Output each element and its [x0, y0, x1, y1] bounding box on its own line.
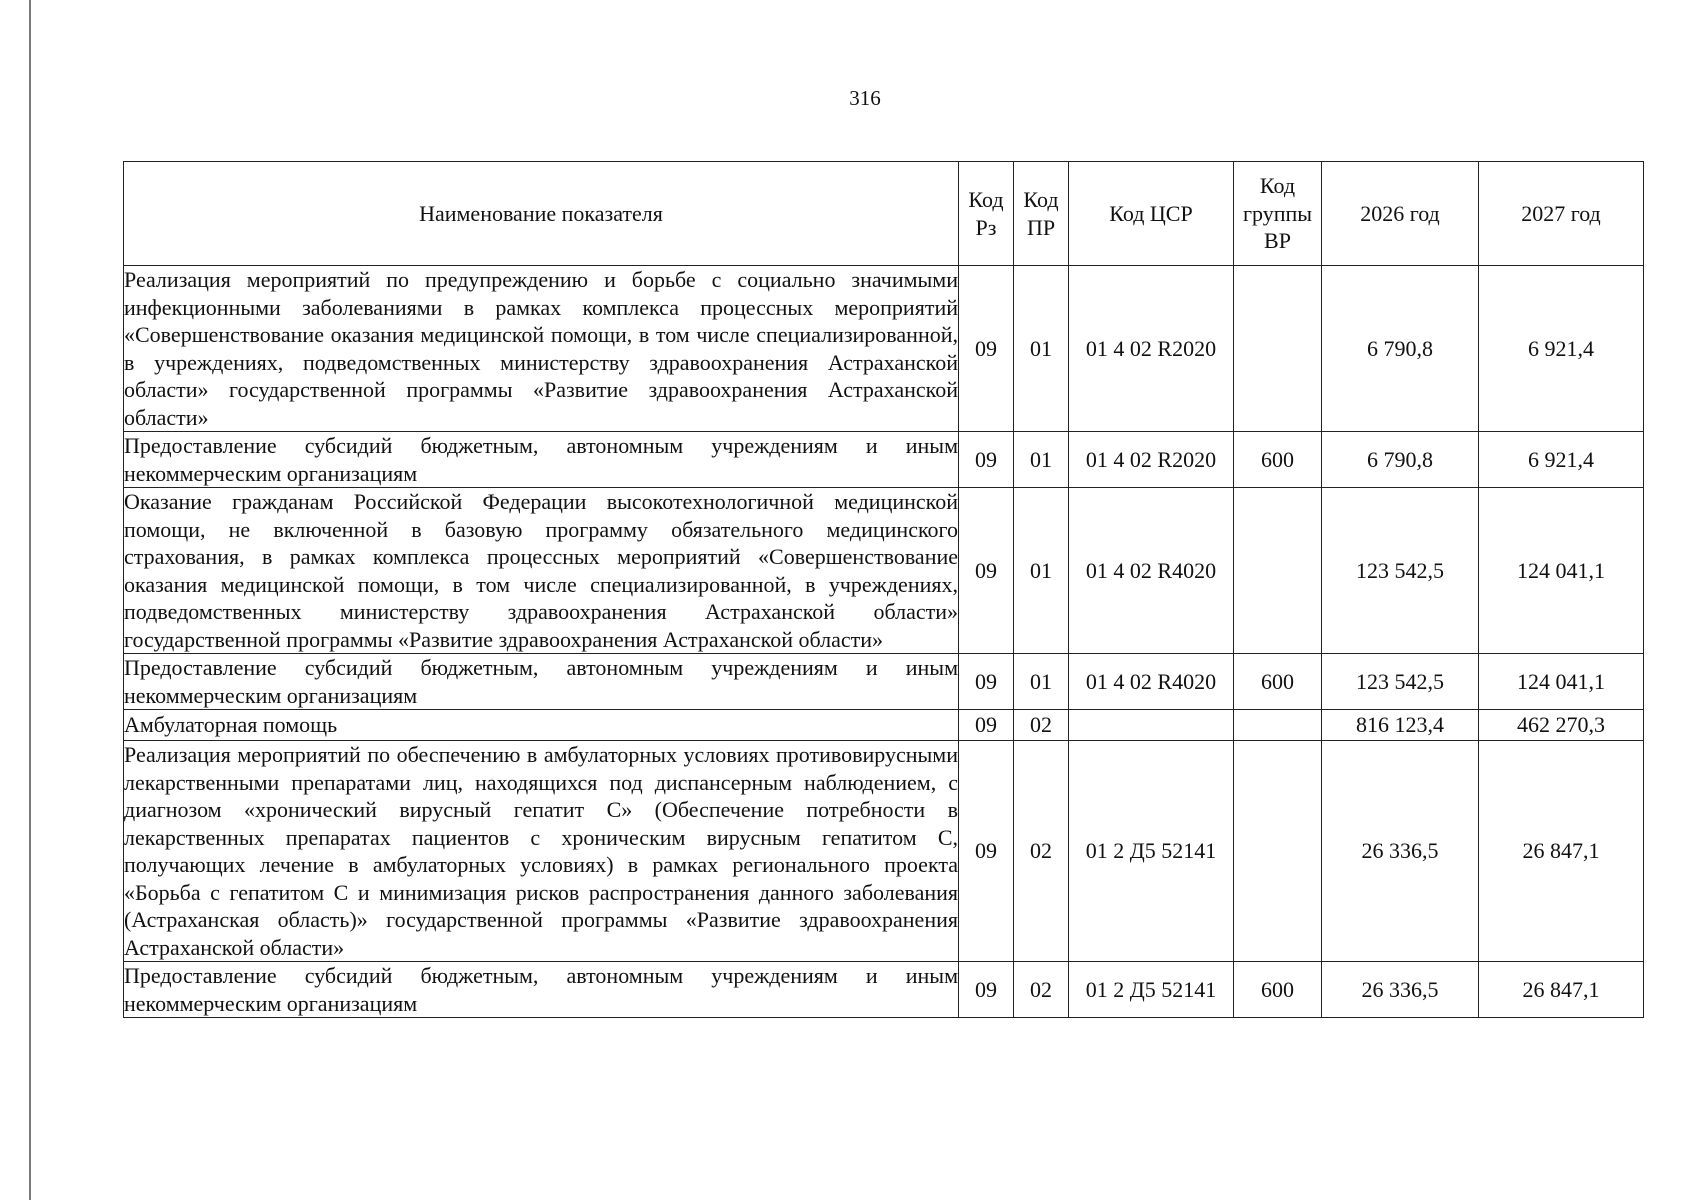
row-2026: 816 123,4 — [1322, 710, 1479, 741]
row-name: Предоставление субсидий бюджетным, автономным учреждениям и иным некоммерческим организациям — [124, 655, 958, 708]
row-rz: 09 — [959, 266, 1014, 432]
row-csr: 01 4 02 R4020 — [1069, 654, 1234, 710]
header-pr: Код ПР — [1014, 162, 1069, 266]
row-name: Предоставление субсидий бюджетным, автономным учреждениям и иным некоммерческим организациям — [124, 963, 958, 1016]
table-row — [124, 710, 1644, 741]
row-2027: 6 921,4 — [1479, 432, 1644, 488]
row-2026: 123 542,5 — [1322, 488, 1479, 654]
table-row — [124, 962, 1644, 1018]
header-rz: Код Рз — [959, 162, 1014, 266]
table-header-row — [124, 162, 1644, 266]
row-pr: 01 — [1014, 488, 1069, 654]
row-2027: 26 847,1 — [1479, 962, 1644, 1018]
header-csr: Код ЦСР — [1069, 162, 1234, 266]
row-vr: 600 — [1234, 432, 1322, 488]
row-name: Амбулаторная помощь — [124, 710, 959, 741]
row-2026: 26 336,5 — [1322, 741, 1479, 962]
row-pr: 02 — [1014, 710, 1069, 741]
header-2026: 2026 год — [1322, 162, 1479, 266]
row-vr — [1234, 710, 1322, 741]
row-2027: 124 041,1 — [1479, 488, 1644, 654]
header-2027: 2027 год — [1479, 162, 1644, 266]
binding-margin-line — [29, 0, 31, 1200]
row-csr — [1069, 710, 1234, 741]
table-row — [124, 741, 1644, 962]
row-vr: 600 — [1234, 962, 1322, 1018]
row-2027: 6 921,4 — [1479, 266, 1644, 432]
row-csr: 01 4 02 R2020 — [1069, 432, 1234, 488]
row-csr: 01 4 02 R4020 — [1069, 488, 1234, 654]
row-vr — [1234, 488, 1322, 654]
row-vr — [1234, 741, 1322, 962]
row-vr: 600 — [1234, 654, 1322, 710]
row-rz: 09 — [959, 741, 1014, 962]
row-pr: 02 — [1014, 962, 1069, 1018]
row-2026: 6 790,8 — [1322, 266, 1479, 432]
row-rz: 09 — [959, 488, 1014, 654]
row-name: Предоставление субсидий бюджетным, автономным учреждениям и иным некоммерческим организациям — [124, 433, 958, 486]
row-pr: 01 — [1014, 266, 1069, 432]
row-name: Оказание гражданам Российской Федерации высокотехнологичной медицинской помощи, не включенной в базовую программу обязательного медицинского страхования, в рамках комплекса процессных мероприятий «Совершенствование оказания медицинской помощи, в том числе специализированной, в учреждениях, подведомственных министерству здравоохранения Астраханской области» государственной программы «Развитие здравоохранения Астраханской области» — [124, 489, 958, 652]
row-csr: 01 2 Д5 52141 — [1069, 962, 1234, 1018]
table-row — [124, 488, 1644, 654]
budget-table — [123, 161, 1644, 1018]
table-row — [124, 432, 1644, 488]
row-rz: 09 — [959, 432, 1014, 488]
header-name: Наименование показателя — [124, 162, 959, 266]
table-row — [124, 654, 1644, 710]
row-2026: 26 336,5 — [1322, 962, 1479, 1018]
row-2027: 124 041,1 — [1479, 654, 1644, 710]
row-pr: 01 — [1014, 432, 1069, 488]
row-pr: 01 — [1014, 654, 1069, 710]
row-vr — [1234, 266, 1322, 432]
page-number: 316 — [849, 86, 881, 110]
row-rz: 09 — [959, 710, 1014, 741]
row-name: Реализация мероприятий по предупреждению и борьбе с социально значимыми инфекционными заболеваниями в рамках комплекса процессных мероприятий «Совершенствование оказания медицинской помощи, в том числе специализированной, в учреждениях, подведомственных министерству здравоохранения Астраханской области» государственной программы «Развитие здравоохранения Астраханской области» — [124, 267, 958, 430]
row-csr: 01 4 02 R2020 — [1069, 266, 1234, 432]
table-row — [124, 266, 1644, 432]
row-rz: 09 — [959, 654, 1014, 710]
row-csr: 01 2 Д5 52141 — [1069, 741, 1234, 962]
row-rz: 09 — [959, 962, 1014, 1018]
row-pr: 02 — [1014, 741, 1069, 962]
row-2027: 26 847,1 — [1479, 741, 1644, 962]
row-2026: 123 542,5 — [1322, 654, 1479, 710]
row-name: Реализация мероприятий по обеспечению в амбулаторных условиях противовирусными лекарственными препаратами лиц, находящихся под диспансерным наблюдением, с диагнозом «хронический вирусный гепатит С» (Обеспечение потребности в лекарственных препаратах пациентов с хроническим вирусным гепатитом С, получающих лечение в амбулаторных условиях) в рамках регионального проекта «Борьба с гепатитом С и минимизация рисков распространения данного заболевания (Астраханская область)» государственной программы «Развитие здравоохранения Астраханской области» — [124, 742, 958, 960]
row-2026: 6 790,8 — [1322, 432, 1479, 488]
header-vr: Код группы ВР — [1234, 162, 1322, 266]
row-2027: 462 270,3 — [1479, 710, 1644, 741]
